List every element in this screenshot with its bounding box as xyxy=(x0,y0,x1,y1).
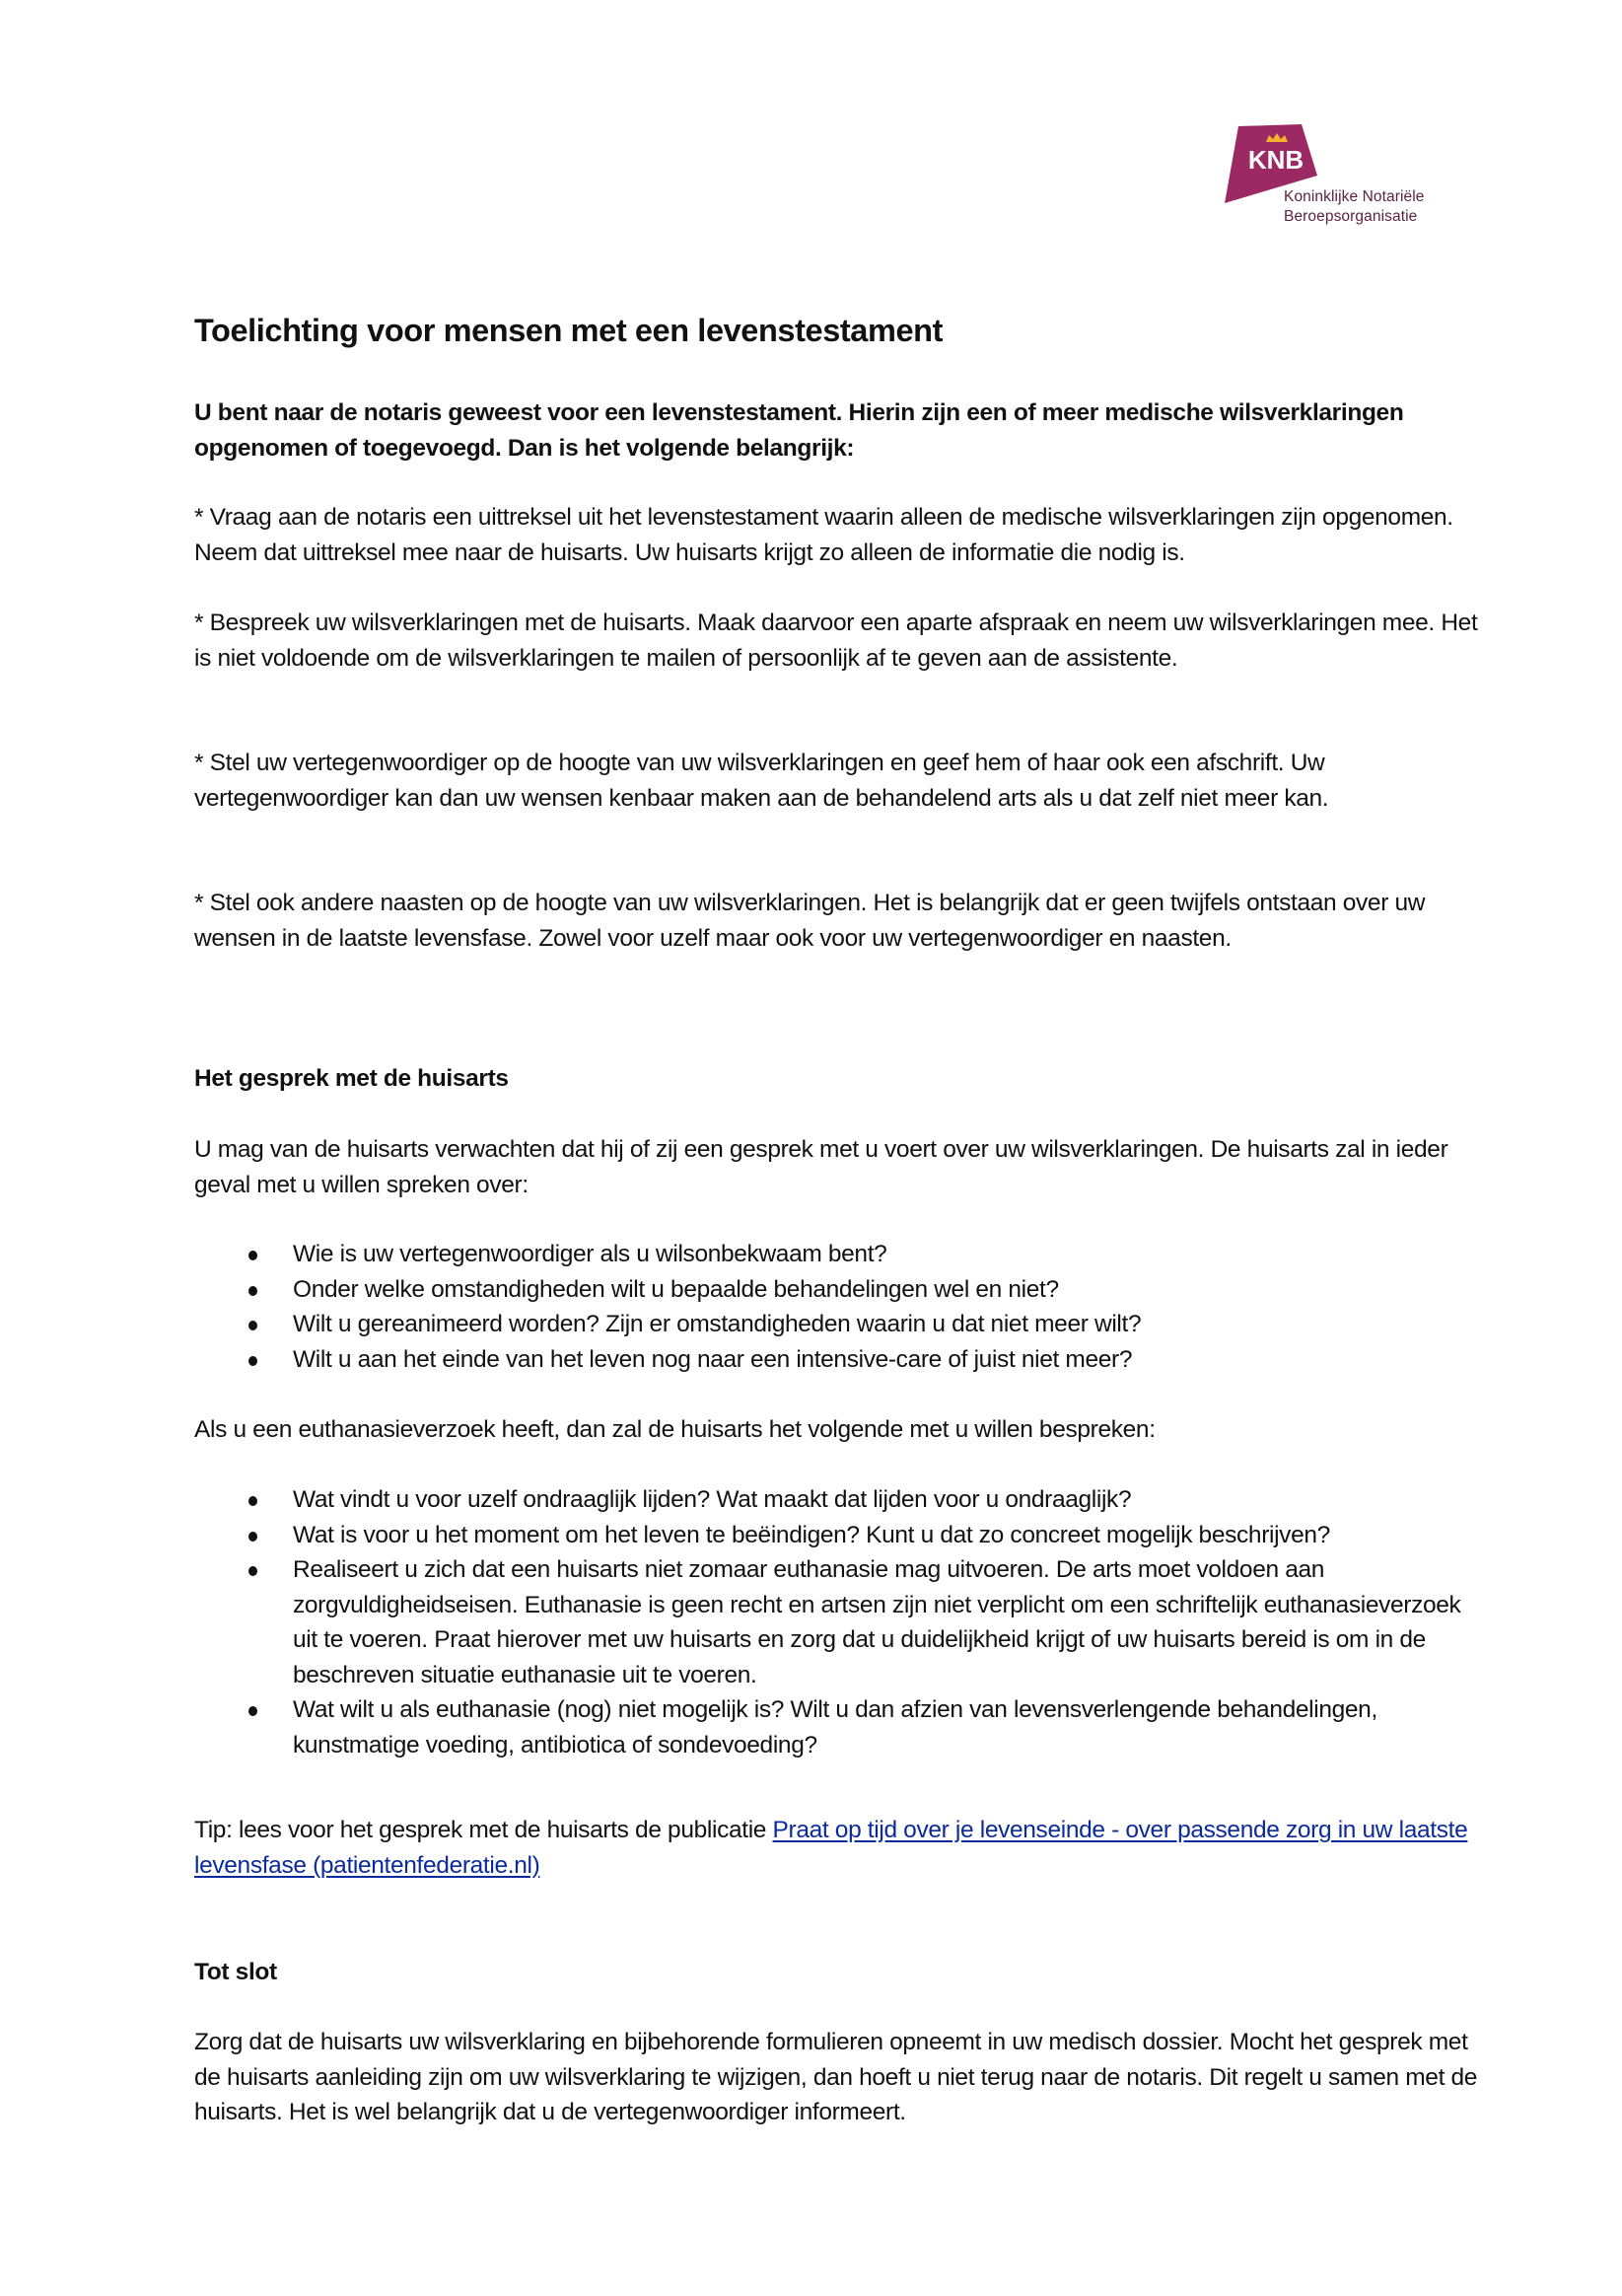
tip-text: Tip: lees voor het gesprek met de huisarts de publicatie xyxy=(194,1817,773,1843)
document-title: Toelichting voor mensen met een levenstestament xyxy=(194,313,944,348)
logo-org-line2: Beroepsorganisatie xyxy=(1284,208,1418,225)
list-item: Onder welke omstandigheden wilt u bepaalde behandelingen wel en niet? xyxy=(194,1272,1486,1308)
list-item: Wie is uw vertegenwoordiger als u wilsonbekwaam bent? xyxy=(194,1237,1486,1272)
list-item: Wilt u aan het einde van het leven nog naar een intensive-care of juist niet meer? xyxy=(194,1342,1486,1378)
bullet-icon xyxy=(248,1532,257,1542)
tot-slot-body: Zorg dat de huisarts uw wilsverklaring en bijbehorende formulieren opneemt in uw medisch dossier. Mocht het gesprek met de huisarts aanleiding zijn om uw wilsverklaring te wijzigen, dan hoeft u niet terug naar de notaris. Dit regelt u samen met de huisarts. Het is wel belangrijk dat u de vertegenwoordiger informeert. xyxy=(194,2029,1478,2125)
bullet-icon xyxy=(248,1566,257,1576)
section-heading-tot-slot: Tot slot xyxy=(194,1959,277,1985)
patientenfederatie-link[interactable]: Praat op tijd over je levenseinde - over passende zorg in uw laatste levensfase (patientenfederatie.nl) xyxy=(194,1817,1468,1879)
logo-org-line1: Koninklijke Notariële xyxy=(1284,188,1425,205)
list-item: Wat vindt u voor uzelf ondraaglijk lijden? Wat maakt dat lijden voor u ondraaglijk? xyxy=(194,1482,1486,1518)
bullet-icon xyxy=(248,1706,257,1716)
list-item: Wilt u gereanimeerd worden? Zijn er omstandigheden waarin u dat niet meer wilt? xyxy=(194,1307,1486,1342)
logo-org-name xyxy=(1284,187,1425,227)
point-extract: * Vraag aan de notaris een uittreksel uit het levenstestament waarin alleen de medische wilsverklaringen zijn opgenomen. Neem dat uittreksel mee naar de huisarts. Uw huisarts krijgt zo alleen de informatie die nodig is. xyxy=(194,504,1453,566)
section-heading-gesprek: Het gesprek met de huisarts xyxy=(194,1065,509,1092)
gesprek-topics-list xyxy=(194,1237,1486,1377)
point-discuss: * Bespreek uw wilsverklaringen met de huisarts. Maak daarvoor een aparte afspraak en neem uw wilsverklaringen mee. Het is niet voldoende om de wilsverklaringen te mailen of persoonlijk af te geven aan de assistente. xyxy=(194,610,1478,672)
logo-brand-text: KNB xyxy=(1247,145,1305,175)
bullet-icon xyxy=(248,1286,257,1296)
tip-paragraph xyxy=(194,1813,1486,1883)
point-relatives: * Stel ook andere naasten op de hoogte van uw wilsverklaringen. Het is belangrijk dat er geen twijfels ontstaan over uw wensen in de laatste levensfase. Zowel voor uzelf maar ook voor uw vertegenwoordiger en naasten. xyxy=(194,890,1426,952)
list-item: Wat is voor u het moment om het leven te beëindigen? Kunt u dat zo concreet mogelijk beschrijven? xyxy=(194,1518,1486,1553)
bullet-icon xyxy=(248,1356,257,1366)
euthanasia-lead: Als u een euthanasieverzoek heeft, dan zal de huisarts het volgende met u willen bespreken: xyxy=(194,1416,1156,1443)
list-item: Wat wilt u als euthanasie (nog) niet mogelijk is? Wilt u dan afzien van levensverlengende behandelingen, kunstmatige voeding, antibiotica of sondevoeding? xyxy=(194,1692,1486,1762)
list-item: Realiseert u zich dat een huisarts niet zomaar euthanasie mag uitvoeren. De arts moet voldoen aan zorgvuldigheidseisen. Euthanasie is geen recht en artsen zijn niet verplicht om een schriftelijk euthanasieverzoek uit te voeren. Praat hierover met uw huisarts en zorg dat u duidelijkheid krijgt of uw huisarts bereid is om in de beschreven situatie euthanasie uit te voeren. xyxy=(194,1552,1486,1692)
bullet-icon xyxy=(248,1496,257,1506)
bullet-icon xyxy=(248,1321,257,1330)
intro-paragraph: U bent naar de notaris geweest voor een levenstestament. Hierin zijn een of meer medische wilsverklaringen opgenomen of toegevoegd. Dan is het volgende belangrijk: xyxy=(194,399,1404,462)
euthanasia-topics-list xyxy=(194,1482,1486,1762)
knb-logo xyxy=(1221,124,1457,233)
gesprek-lead: U mag van de huisarts verwachten dat hij of zij een gesprek met u voert over uw wilsverklaringen. De huisarts zal in ieder geval met u willen spreken over: xyxy=(194,1136,1448,1198)
bullet-icon xyxy=(248,1251,257,1260)
point-representative: * Stel uw vertegenwoordiger op de hoogte van uw wilsverklaringen en geef hem of haar ook een afschrift. Uw vertegenwoordiger kan dan uw wensen kenbaar maken aan de behandelend arts als u dat zelf niet meer kan. xyxy=(194,750,1329,812)
